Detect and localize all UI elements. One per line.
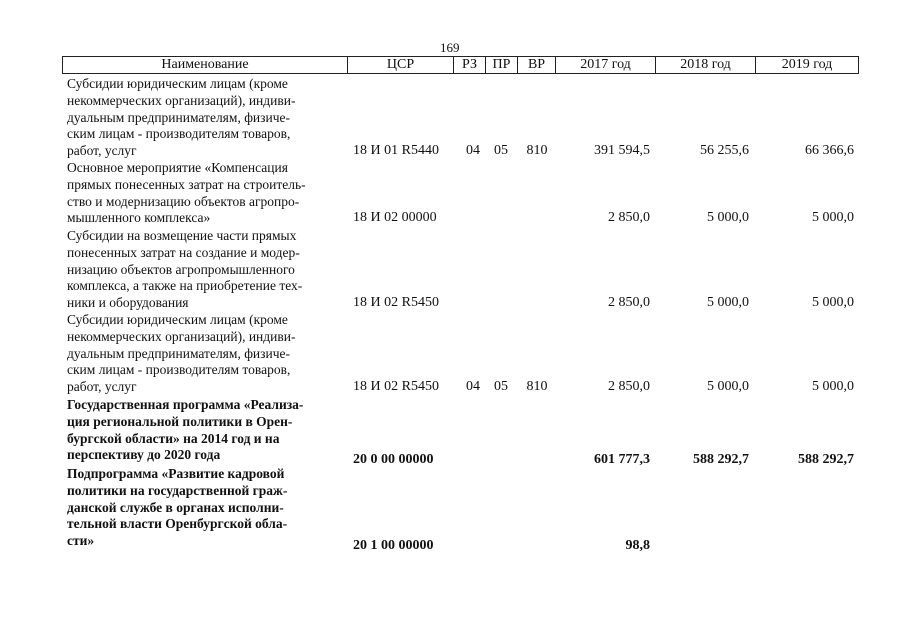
row-rz: 04 — [466, 379, 480, 394]
row-2017: 391 594,5 — [594, 143, 650, 158]
row-pr: 05 — [494, 143, 508, 158]
row-csr: 18 И 01 R5440 — [353, 143, 439, 158]
row-name: Субсидии юридическим лицам (кроме некоммерческих организаций), индиви- дуальным предпринимателям, физиче- ским лицам - производителям товаров, работ, услуг — [67, 76, 296, 159]
header-2017: 2017 год — [555, 56, 655, 74]
page-number: 169 — [440, 40, 460, 55]
row-2017: 2 850,0 — [608, 210, 650, 225]
header-2019: 2019 год — [755, 56, 859, 74]
row-name: Основное мероприятие «Компенсация прямых понесенных затрат на строитель- ство и модернизацию объектов агропро- мышленного комплекса» — [67, 160, 306, 226]
row-name: Субсидии на возмещение части прямых понесенных затрат на создание и модер- низацию объектов агропромышленного комплекса, а также на приобретение тех- ники и оборудования — [67, 228, 303, 311]
row-csr: 18 И 02 R5450 — [353, 379, 439, 394]
row-2018: 5 000,0 — [707, 295, 749, 310]
row-2019: 66 366,6 — [805, 143, 854, 158]
row-2017: 98,8 — [625, 538, 650, 553]
row-2018: 588 292,7 — [693, 452, 749, 467]
row-vr: 810 — [526, 379, 548, 394]
row-2019: 5 000,0 — [812, 210, 854, 225]
row-vr: 810 — [526, 143, 548, 158]
row-2018: 5 000,0 — [707, 379, 749, 394]
row-csr: 18 И 02 R5450 — [353, 295, 439, 310]
row-csr: 20 0 00 00000 — [353, 452, 434, 467]
row-2017: 2 850,0 — [608, 379, 650, 394]
row-2019: 5 000,0 — [812, 379, 854, 394]
row-name: Подпрограмма «Развитие кадровой политики на государственной граж- данской службе в органах исполни- тельной власти Оренбургской обла- сти» — [67, 466, 288, 549]
row-pr: 05 — [494, 379, 508, 394]
row-2019: 5 000,0 — [812, 295, 854, 310]
row-csr: 18 И 02 00000 — [353, 210, 437, 225]
row-2018: 56 255,6 — [700, 143, 749, 158]
header-vr: ВР — [517, 56, 555, 74]
row-2017: 2 850,0 — [608, 295, 650, 310]
row-name: Субсидии юридическим лицам (кроме некоммерческих организаций), индиви- дуальным предпринимателям, физиче- ским лицам - производителям товаров, работ, услуг — [67, 312, 296, 395]
row-2019: 588 292,7 — [798, 452, 854, 467]
header-rz: РЗ — [453, 56, 485, 74]
row-rz: 04 — [466, 143, 480, 158]
header-2018: 2018 год — [655, 56, 755, 74]
header-name: Наименование — [62, 56, 347, 74]
row-csr: 20 1 00 00000 — [353, 538, 434, 553]
row-name: Государственная программа «Реализа- ция региональной политики в Орен- бургской области» на 2014 год и на перспективу до 2020 года — [67, 397, 304, 463]
row-2018: 5 000,0 — [707, 210, 749, 225]
header-pr: ПР — [485, 56, 517, 74]
row-2017: 601 777,3 — [594, 452, 650, 467]
header-csr: ЦСР — [347, 56, 453, 74]
